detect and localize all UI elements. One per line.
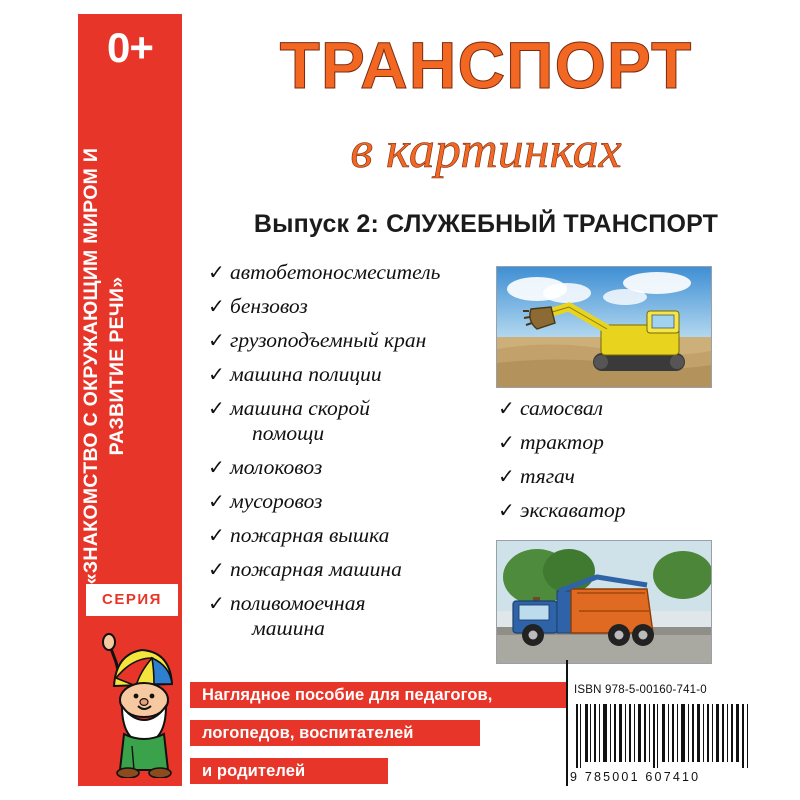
list-item bbox=[208, 489, 498, 514]
vehicle-list-right bbox=[498, 396, 713, 532]
list-item-label: грузоподъемный кран bbox=[230, 328, 427, 352]
cover-content bbox=[190, 14, 786, 786]
list-item bbox=[498, 498, 713, 523]
list-item-label-cont: помощи bbox=[252, 421, 325, 445]
check-icon: ✓ bbox=[208, 330, 225, 352]
check-icon: ✓ bbox=[498, 466, 515, 488]
list-item bbox=[208, 396, 498, 446]
list-item-label: машина полиции bbox=[230, 362, 382, 386]
footer-bars bbox=[190, 682, 590, 786]
footer-line-2: логопедов, воспитателей bbox=[190, 720, 480, 746]
series-badge bbox=[86, 584, 178, 616]
excavator-photo bbox=[496, 266, 712, 388]
list-item-label: мусоровоз bbox=[230, 489, 323, 513]
list-item-label: тягач bbox=[520, 464, 575, 488]
barcode-digits: 9 785001 607410 bbox=[570, 770, 701, 784]
list-item bbox=[498, 430, 713, 455]
issue-label: Выпуск 2: СЛУЖЕБНЫЙ ТРАНСПОРТ bbox=[253, 210, 719, 238]
list-item bbox=[208, 523, 498, 548]
check-icon: ✓ bbox=[208, 262, 225, 284]
check-icon: ✓ bbox=[498, 500, 515, 522]
list-item bbox=[208, 591, 498, 641]
isbn-text: ISBN 978-5-00160-741-0 bbox=[574, 684, 707, 696]
check-icon: ✓ bbox=[208, 525, 225, 547]
check-icon: ✓ bbox=[208, 593, 225, 615]
list-item bbox=[208, 260, 498, 285]
list-item bbox=[498, 396, 713, 421]
list-item-label-cont: машина bbox=[252, 616, 325, 640]
list-item-label: молоковоз bbox=[230, 455, 323, 479]
list-item bbox=[208, 557, 498, 582]
check-icon: ✓ bbox=[498, 432, 515, 454]
list-item bbox=[208, 362, 498, 387]
barcode-divider-line bbox=[566, 660, 568, 786]
list-item-label: экскаватор bbox=[520, 498, 626, 522]
page-subtitle: в картинках bbox=[350, 122, 622, 179]
list-item-label: пожарная машина bbox=[230, 557, 402, 581]
check-icon: ✓ bbox=[208, 559, 225, 581]
list-item-label: поливомоечная bbox=[230, 591, 366, 615]
list-item bbox=[208, 455, 498, 480]
series-badge-label: СЕРИЯ bbox=[102, 591, 162, 608]
list-item bbox=[498, 464, 713, 489]
check-icon: ✓ bbox=[208, 398, 225, 420]
barcode-image bbox=[572, 702, 758, 770]
list-item-label: пожарная вышка bbox=[230, 523, 390, 547]
series-vertical-title: «ЗНАКОМСТВО С ОКРУЖАЮЩИМ МИРОМ И РАЗВИТИЕ РЕЧИ» bbox=[80, 147, 128, 585]
check-icon: ✓ bbox=[208, 457, 225, 479]
list-item-label: самосвал bbox=[520, 396, 604, 420]
check-icon: ✓ bbox=[208, 296, 225, 318]
age-rating-badge: 0+ bbox=[107, 24, 153, 71]
page-title: ТРАНСПОРТ bbox=[279, 28, 693, 102]
list-item-label: бензовоз bbox=[230, 294, 308, 318]
isbn-barcode-block bbox=[570, 682, 770, 792]
list-item bbox=[208, 294, 498, 319]
check-icon: ✓ bbox=[208, 364, 225, 386]
list-item-label: автобетоносмеситель bbox=[230, 260, 441, 284]
check-icon: ✓ bbox=[498, 398, 515, 420]
list-item-label: трактор bbox=[520, 430, 604, 454]
footer-line-3: и родителей bbox=[190, 758, 388, 784]
footer-line-1: Наглядное пособие для педагогов, bbox=[190, 682, 568, 708]
gnome-mascot-icon bbox=[92, 628, 188, 778]
check-icon: ✓ bbox=[208, 491, 225, 513]
garbage-truck-photo bbox=[496, 540, 712, 664]
list-item bbox=[208, 328, 498, 353]
list-item-label: машина скорой bbox=[230, 396, 371, 420]
vehicle-list-left bbox=[208, 260, 498, 650]
